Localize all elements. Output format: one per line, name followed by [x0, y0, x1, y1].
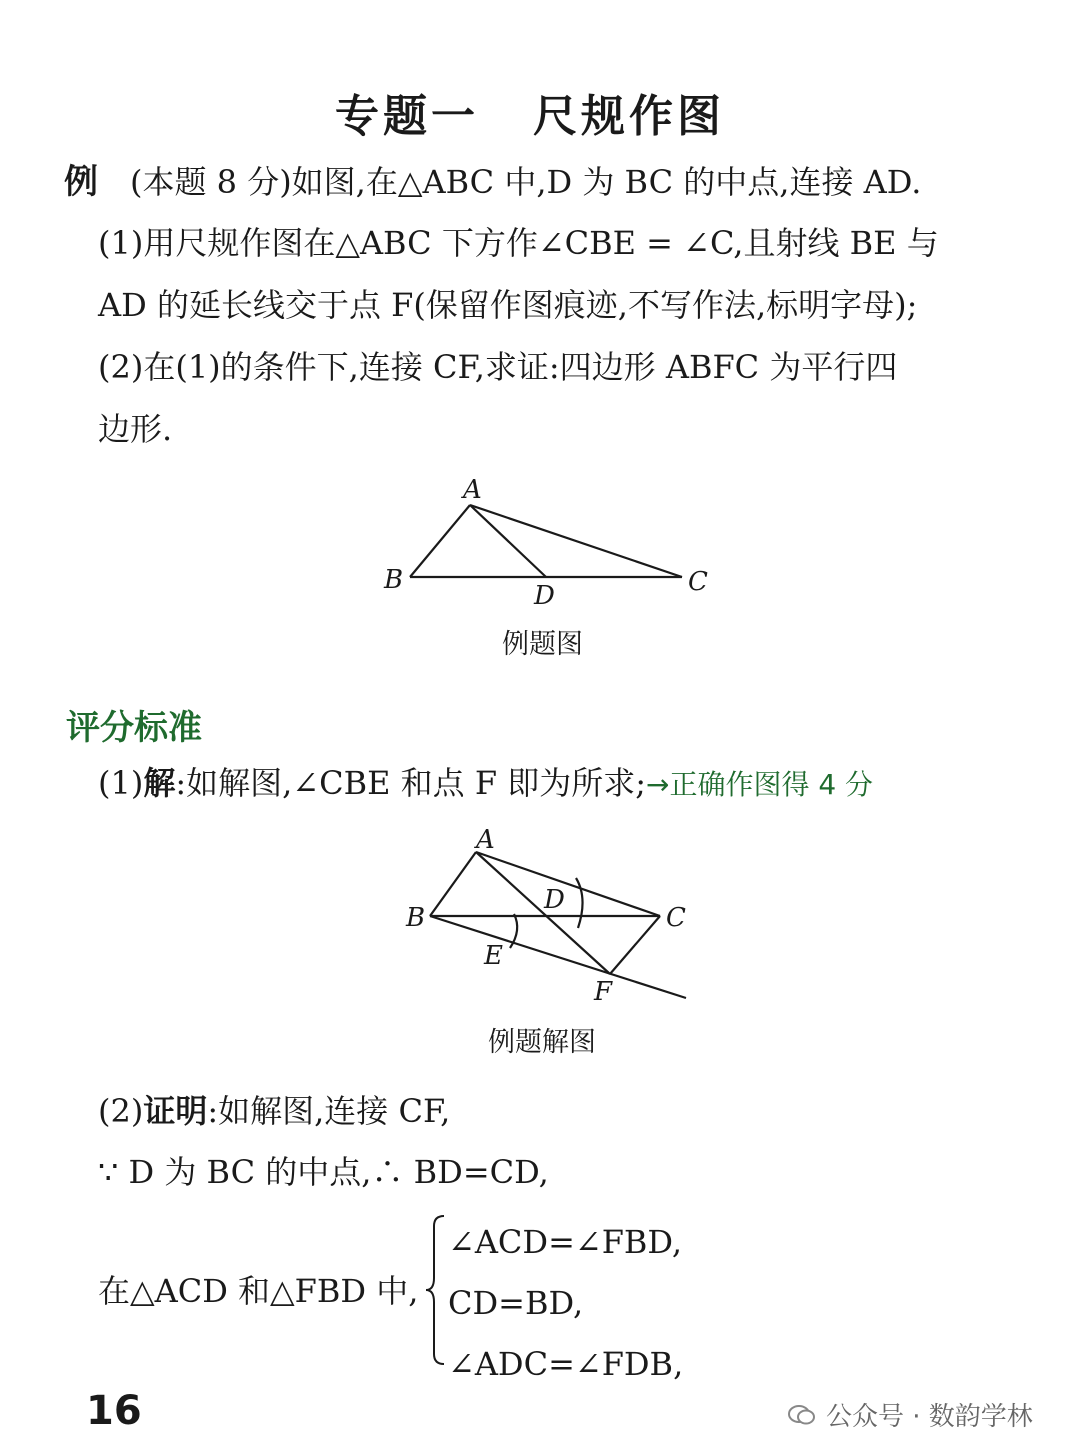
- problem-line-2: (1)用尺规作图在△ABC 下方作∠CBE = ∠C,且射线 BE 与: [98, 224, 939, 262]
- condition-1: ∠ACD=∠FBD,: [448, 1223, 683, 1261]
- ray-be: [430, 916, 686, 998]
- problem-line-1: (本题 8 分)如图,在△ABC 中,D 为 BC 的中点,连接 AD.: [130, 163, 922, 201]
- brace-symbol: [424, 1212, 448, 1368]
- page-title: [0, 80, 1060, 144]
- proof-keyword: 证明: [143, 1092, 208, 1130]
- example-label: 例: [64, 162, 98, 202]
- proof-line-1: [98, 1092, 450, 1130]
- proof-line-2: ∵ D 为 BC 的中点,∴ BD=CD,: [98, 1153, 549, 1191]
- segment-ac: [476, 852, 660, 916]
- condition-3: ∠ADC=∠FDB,: [448, 1345, 684, 1383]
- watermark: [788, 1396, 1033, 1433]
- figure1-caption: 例题图: [502, 629, 583, 660]
- segment-ab: [410, 505, 470, 577]
- arc-at-c: [576, 878, 583, 928]
- watermark-text: 公众号 · 数韵学林: [826, 1402, 1033, 1432]
- label-d: D: [544, 885, 565, 915]
- proof-line1-text: :如解图,连接 CF,: [207, 1092, 451, 1130]
- label-c: C: [666, 903, 686, 933]
- label-d: D: [534, 581, 555, 611]
- answer-part1: [98, 764, 873, 802]
- problem-line-3: AD 的延长线交于点 F(保留作图痕迹,不写作法,标明字母);: [98, 286, 918, 324]
- wechat-icon: [788, 1404, 816, 1426]
- label-c: C: [688, 567, 708, 597]
- solution-lines: [430, 852, 686, 998]
- proof-line-3: 在△ACD 和△FBD 中,: [98, 1272, 419, 1310]
- congruence-conditions: [448, 1212, 683, 1395]
- answer-part1-keyword: 解: [143, 764, 176, 802]
- segment-ac: [470, 505, 682, 577]
- problem-line-4: (2)在(1)的条件下,连接 CF,求证:四边形 ABFC 为平行四: [98, 348, 898, 386]
- figure2-caption: 例题解图: [488, 1027, 596, 1058]
- answer-part1-prefix: (1): [98, 764, 144, 802]
- score-note: →正确作图得 4 分: [645, 768, 874, 801]
- label-b: B: [384, 565, 404, 595]
- segment-ab: [430, 852, 476, 916]
- solution-figure: [396, 822, 696, 1012]
- label-a: A: [476, 825, 495, 855]
- segment-ad: [470, 505, 546, 577]
- scoring-heading: 评分标准: [66, 708, 202, 748]
- title-part2: 尺规作图: [533, 91, 725, 142]
- problem-line-5: 边形.: [98, 410, 173, 448]
- label-e: E: [484, 941, 503, 971]
- label-b: B: [406, 903, 426, 933]
- segment-cf: [610, 916, 660, 974]
- example-figure: [370, 470, 730, 620]
- condition-2: CD=BD,: [448, 1284, 584, 1322]
- page-number: 16: [86, 1388, 142, 1434]
- title-part1: 专题一: [335, 91, 479, 142]
- label-f: F: [594, 977, 613, 1007]
- answer-part1-text: :如解图,∠CBE 和点 F 即为所求;: [175, 764, 646, 802]
- label-a: A: [463, 475, 482, 505]
- proof-prefix: (2): [98, 1092, 144, 1130]
- triangle-abc: [410, 505, 682, 577]
